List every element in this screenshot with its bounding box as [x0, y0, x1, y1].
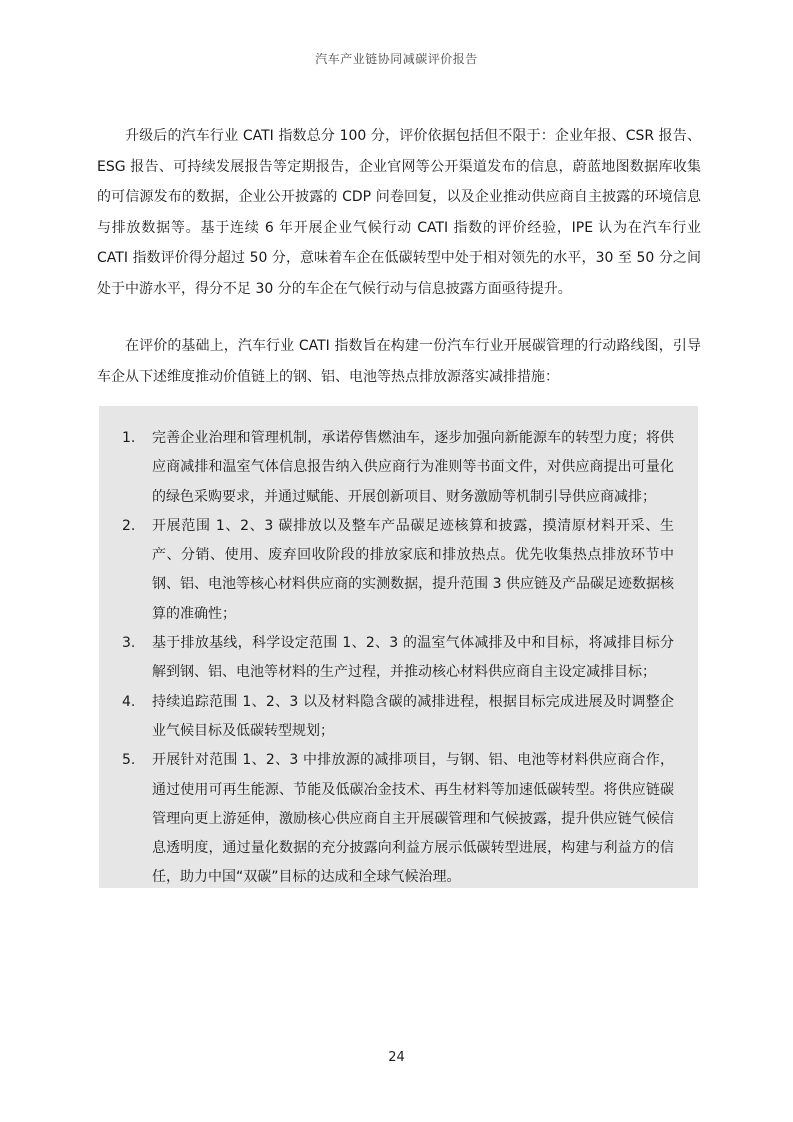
body-paragraph-2: 在评价的基础上，汽车行业 CATI 指数旨在构建一份汽车行业开展碳管理的行动路线图，引导车企从下述维度推动价值链上的钢、铝、电池等热点排放源落实减排措施：: [97, 338, 701, 385]
list-item-number: 3.: [122, 635, 136, 652]
list-item-number: 1.: [122, 430, 136, 446]
list-item-text: 持续追踪范围 1、2、3 以及材料隐含碳的减排进程，根据目标完成进展及时调整企业气候目标及低碳转型规划；: [152, 693, 674, 739]
list-item-text: 开展针对范围 1、2、3 中排放源的减排项目，与钢、铝、电池等材料供应商合作，通过使用可再生能源、节能及低碳冶金技术、再生材料等加速低碳转型。将供应链碳管理向更上游延伸，激励核心供应商自主开展碳管理和气候披露，提升供应链气候信息透明度，通过量化数据的充分披露向利益方展示低碳转型进展，构建与利益方的信任，助力中国“双碳”目标的达成和全球气候治理。: [152, 752, 674, 886]
action-list: [99, 424, 698, 893]
list-item-number: 2.: [122, 517, 136, 534]
list-item-number: 4.: [122, 693, 136, 710]
page-number: 24: [388, 1050, 405, 1065]
body-paragraph-1: 升级后的汽车行业 CATI 指数总分 100 分，评价依据包括但不限于：企业年报、CSR 报告、ESG 报告、可持续发展报告等定期报告，企业官网等公开渠道发布的信息，蔚蓝地图数据库收集的可信源发布的数据，企业公开披露的 CDP 问卷回复，以及企业推动供应商自主披露的环境信息与排放数据等。基于连续 6 年开展企业气候行动 CATI 指数的评价经验，IPE 认为在汽车行业 CATI 指数评价得分超过 50 分，意味着车企在低碳转型中处于相对领先的水平，30 至 50 分之间处于中游水平，得分不足 30 分的车企在气候行动与信息披露方面亟待提升。: [97, 128, 701, 297]
action-list-box: [99, 406, 698, 888]
list-item: [99, 629, 698, 688]
list-item-number: 5.: [122, 752, 136, 769]
list-item: [99, 424, 698, 512]
page-header-title: 汽车产业链协同减碳评价报告: [315, 52, 478, 66]
list-item: [99, 688, 698, 747]
list-item-text: 开展范围 1、2、3 碳排放以及整车产品碳足迹核算和披露，摸清原材料开采、生产、分销、使用、废弃回收阶段的排放家底和排放热点。优先收集热点排放环节中钢、铝、电池等核心材料供应商的实测数据，提升范围 3 供应链及产品碳足迹数据核算的准确性；: [152, 517, 674, 622]
list-item: [99, 746, 698, 892]
list-item-text: 基于排放基线，科学设定范围 1、2、3 的温室气体减排及中和目标，将减排目标分解到钢、铝、电池等材料的生产过程，并推动核心材料供应商自主设定减排目标；: [152, 635, 674, 681]
list-item: [99, 512, 698, 629]
list-item-text: 完善企业治理和管理机制，承诺停售燃油车，逐步加强向新能源车的转型力度；将供应商减排和温室气体信息报告纳入供应商行为准则等书面文件，对供应商提出可量化的绿色采购要求，并通过赋能、开展创新项目、财务激励等机制引导供应商减排；: [152, 430, 674, 505]
